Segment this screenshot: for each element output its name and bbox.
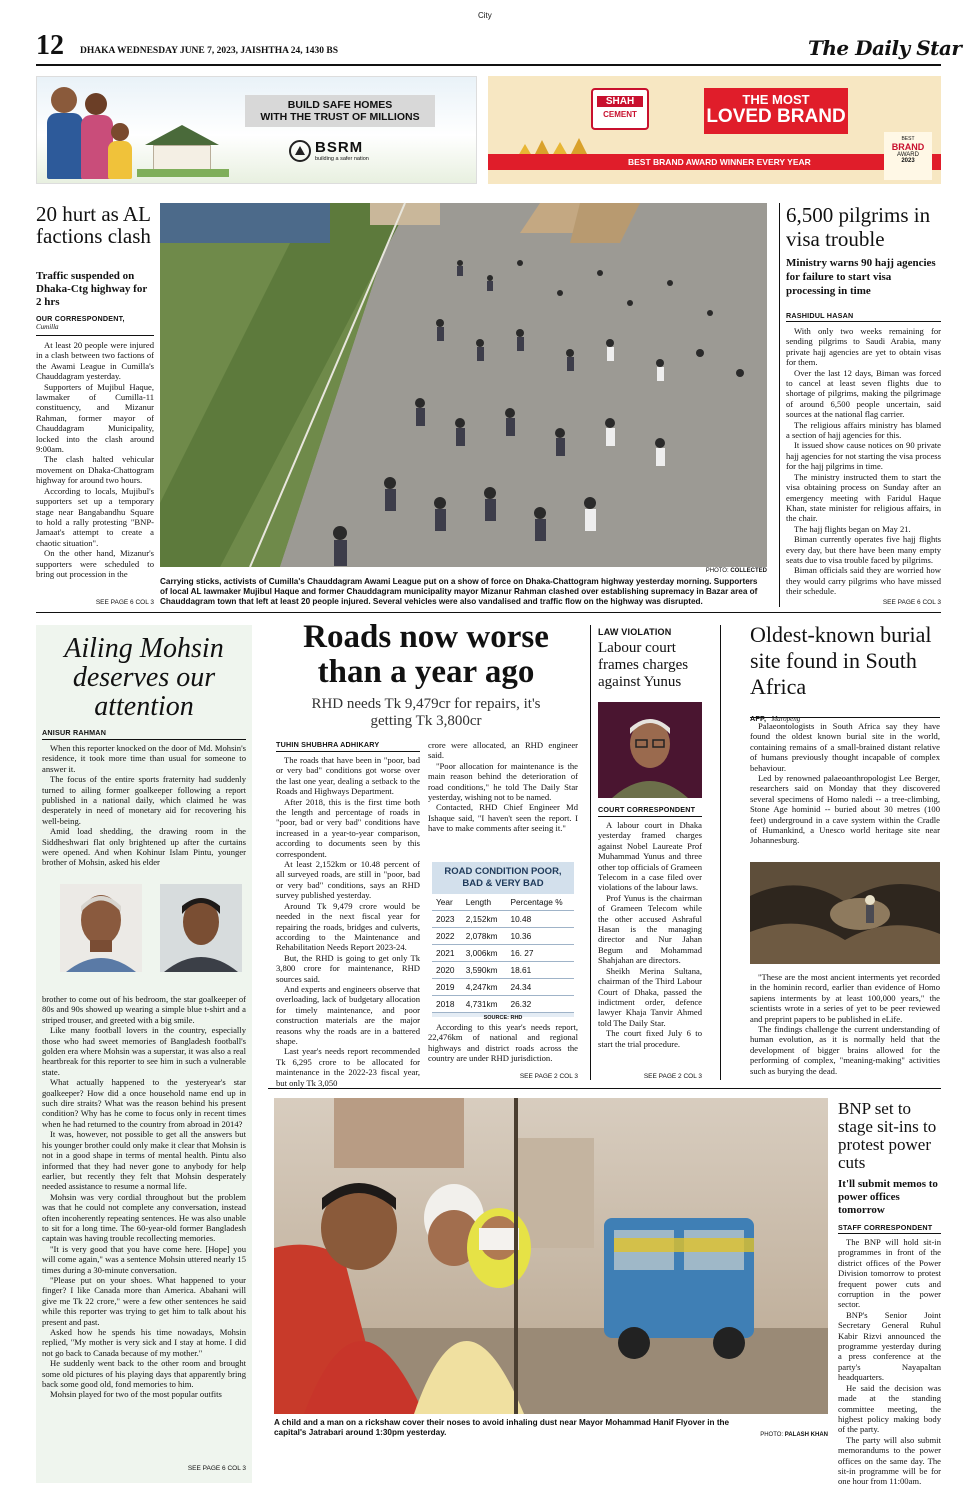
burial-para: Led by renowned palaeoanthropologist Lee Berger, researchers said on Monday that they discovered several specimens of Homo naledi -- a tree-climbing, Stone Age hominid -- buried about 30 metres (100 feet) underground in a cave system within the Cradle of Humankind, a Unesco world heritage site near Johannesburg. <box>750 773 940 846</box>
badge-mid: BRAND <box>891 142 925 152</box>
road-table-cell: 2022 <box>432 928 462 945</box>
clash-photo-credit <box>690 568 767 574</box>
road-table-cell: 10.48 <box>506 911 574 928</box>
road-table-cell: 4,247km <box>462 979 507 996</box>
pilgrims-see-page: SEE PAGE 6 COL 3 <box>882 599 941 606</box>
road-table-cell: 4,731km <box>462 996 507 1013</box>
yunus-byline: COURT CORRESPONDENT <box>598 805 696 814</box>
mohsin-para: Mohsin was very cordial throughout but the problem was that he could not complete any conversation, instead often incoherently repeating sentences. He was also unable to sit for a long time. The 60-year-old former Bangladesh captain was having trouble recollecting memories. <box>42 1191 246 1244</box>
road-condition-table <box>432 894 574 1013</box>
road-table-cell: 24.34 <box>506 979 574 996</box>
yunus-column-rule-left <box>590 625 591 1080</box>
road-table-source: SOURCE: RHD <box>483 1015 523 1021</box>
bnp-para: He said the decision was made at the standing committee meeting, the highest policy making body of the party. <box>838 1382 941 1435</box>
pilgrims-para: The hajj flights began on May 21. <box>794 523 911 534</box>
mohsin-young-image <box>160 884 242 972</box>
yunus-byline-rule <box>598 816 702 817</box>
mohsin-para: Mohsin played for two of the most popular outfits <box>50 1389 222 1400</box>
brand-award-badge <box>884 132 932 180</box>
paper-logo: The Daily Star <box>808 36 962 60</box>
highway-clash-image <box>160 203 767 567</box>
road-table-cell: 10.36 <box>506 928 574 945</box>
dust-scene-image <box>274 1098 828 1414</box>
clash-credit-name: COLLECTED <box>730 568 767 574</box>
mohsin-photo-now <box>60 884 142 972</box>
roads-para: After 2018, this is the first time both the length and percentage of roads in "poor, bad or very bad" conditions have increased in a year-to-year comparison, according to documents seen by this correspondent. <box>276 796 420 859</box>
bnp-headline: BNP set to stage sit-ins to protest power cuts <box>838 1099 937 1172</box>
pilgrims-column-rule <box>779 203 780 607</box>
road-table-cell: 3,590km <box>462 962 507 979</box>
mohsin-para: It was, however, not possible to get all the answers but his younger brother could only make it clear that Mohsin is not in a good shape in terms of mental health. Pintu also informed that they had never gone to anybody for help earlier, but recently they felt that Mohsin desperately needed assistance to resume a normal life. <box>42 1129 246 1192</box>
road-table-header: Year <box>432 894 462 911</box>
clash-see-page: SEE PAGE 6 COL 3 <box>95 599 154 606</box>
bsrm-logo-icon <box>289 140 311 162</box>
road-table-cell: 16. 27 <box>506 945 574 962</box>
clash-para: The clash halted vehicular movement on Dhaka-Chattogram highway for around two hours. <box>36 454 154 486</box>
shah-headline2: LOVED BRAND <box>706 106 846 127</box>
highway-clash-photo <box>160 203 767 567</box>
yunus-body <box>598 820 702 1068</box>
bnp-para: BNP's Senior Joint Secretary General Ruhul Kabir Rizvi announced the programme yesterday during a press conference at the party's Nayapaltan headquarters. <box>838 1309 941 1383</box>
road-table-row <box>432 928 574 945</box>
road-table-cell: 2,152km <box>462 911 507 928</box>
masthead-rule <box>36 64 941 66</box>
bsrm-brand: BSRM <box>315 139 364 156</box>
mohsin-portrait-image <box>60 884 142 972</box>
road-condition-table-box <box>432 862 574 1021</box>
burial-byline-rule <box>750 717 940 718</box>
mohsin-para: He suddenly went back to the other room and brought some old pictures of his playing days that apparently bring back some good old, fond memories to him. <box>42 1358 246 1390</box>
road-table-row <box>432 911 574 928</box>
yunus-para: Sheikh Merina Sultana, chairman of the Third Labour Court of Dhaka, passed the indictment order, defence lawyer Khaja Tanvir Ahmed told The Daily Star. <box>598 965 702 1028</box>
shah-headline1: THE MOST <box>742 92 810 107</box>
clash-byline: OUR CORRESPONDENT, <box>36 314 125 323</box>
roads-byline-rule <box>276 751 420 752</box>
road-table-row <box>432 979 574 996</box>
mohsin-photo-young <box>160 884 242 972</box>
pilgrims-body <box>786 326 941 598</box>
road-table-title-line1: ROAD CONDITION POOR, <box>444 866 562 877</box>
pilgrims-headline: 6,500 pilgrims in visa trouble <box>786 203 931 251</box>
clash-body <box>36 340 154 595</box>
shah-headline-box <box>704 88 848 134</box>
clash-byline-rule <box>36 335 154 336</box>
road-table-header: Percentage % <box>506 894 574 911</box>
pilgrims-byline: RASHIDUL HASAN <box>786 311 854 320</box>
pilgrims-subhead: Ministry warns 90 hajj agencies for failure to start visa processing in time <box>786 257 936 297</box>
yunus-column-rule-right <box>720 625 721 1080</box>
road-table-cell: 2021 <box>432 945 462 962</box>
clash-location: Cumilla <box>36 323 59 331</box>
road-table-cell: 18.61 <box>506 962 574 979</box>
yunus-para: Prof Yunus is the chairman of Grameen Telecom while the other accused Ashraful Hasan is the managing director and Nur Jahan Begum and Mohammad Shahjahan are directors. <box>598 892 702 966</box>
road-table-row <box>432 945 574 962</box>
burial-para: "These are the most ancient interments yet recorded in the hominin record, earlier than evidence of Homo sapiens interments by at least 100,000 years," the scientists wrote in a series of yet to be peer reviewed and preprint papers to be published in eLife. <box>750 972 940 1024</box>
bnp-para: The party will also submit memorandums to the power offices on the same day. The sit-in programme will be for one hour from 11:00am. <box>838 1434 941 1487</box>
roads-para: But, the RHD is going to get only Tk 3,800 crore for maintenance, RHD sources said. <box>276 952 420 984</box>
badge-top: BEST <box>901 136 915 142</box>
dust-credit-label: PHOTO: <box>760 1432 784 1438</box>
burial-headline: Oldest-known burial site found in South Africa <box>750 622 932 699</box>
pilgrims-para: Over the last 12 days, Biman was forced to cancel at least seven flights due to shortage of pilgrims, making the pilgrimage of around 6,500 people uncertain, said sources at the national flag carrier. <box>786 367 941 420</box>
mohsin-para: The focus of the entire sports fraternity had suddenly turned to ailing former goalkeeper following a report published in a national daily, which claimed he was desperately in need of monetary aid for recovering his well-being. <box>42 774 246 826</box>
bnp-para: The BNP will hold sit-in programmes in front of the district offices of the Power Division tomorrow to protest frequent power cuts and corruption in the power sector. <box>838 1237 941 1310</box>
roads-col2-top <box>428 740 578 860</box>
roads-byline: TUHIN SHUBHRA ADHIKARY <box>276 740 380 749</box>
roads-para: Contacted, RHD Chief Engineer Md Ishaque said, "I haven't seen the report. I have to make comments after seeing it." <box>428 802 578 834</box>
yunus-para: A labour court in Dhaka yesterday framed charges against Nobel Laureate Prof Muhammad Yunus and three other top officials of Grameen Telecom in a case filed over violations of the labour laws. <box>598 820 702 893</box>
dust-caption: A child and a man on a rickshaw cover their noses to avoid inhaling dust near Mayor Mohammad Hanif Flyover in the capital's Jatrabari around 1:30pm yesterday. <box>274 1418 730 1437</box>
ad-family-figure <box>45 83 141 179</box>
mohsin-para: When this reporter knocked on the door of Md. Mohsin's residence, it took more time than usual for someone to answer it. <box>42 743 246 774</box>
clash-headline: 20 hurt as AL factions clash <box>36 202 151 248</box>
clash-para: Supporters of Mujibul Haque, lawmaker of Cumilla-11 constituency, and Mizanur Rahman, former mayor of Chauddagram Municipality, locked into the clash around 9:00am. <box>36 381 154 455</box>
road-table-title-line2: BAD & VERY BAD <box>462 878 544 889</box>
shah-cement-ad <box>488 76 941 184</box>
shah-logo <box>591 88 649 130</box>
pilgrims-para: It issued show cause notices on 90 private hajj agencies for not starting the visa process for the hajj pilgrims in time. <box>786 440 941 472</box>
dateline: DHAKA WEDNESDAY JUNE 7, 2023, JAISHTHA 24, 1430 BS <box>80 46 339 56</box>
yunus-see-page: SEE PAGE 2 COL 3 <box>643 1073 702 1080</box>
roads-para: The roads that have been in "poor, bad or very bad" conditions got worse over the last one year, dealing a setback to the Roads and Highways Department. <box>276 755 420 797</box>
middle-section-rule <box>268 1088 941 1089</box>
mohsin-para: "It is very good that you have come here. [Hope] you will come again," was a sentence Mohsin uttered nearly 15 times during a 30-minute conversation. <box>42 1243 246 1275</box>
badge-year: 2023 <box>901 158 915 164</box>
pilgrims-para: Biman currently operates five hajj flights every day, but there have been many empty seats due to visa trouble faced by pilgrims. <box>786 534 941 565</box>
mohsin-byline-rule <box>42 739 246 740</box>
roads-para: At least 2,152km or 10.48 percent of all surveyed roads, are still in "poor, bad or very bad" conditions, says an RHD survey published yesterday. <box>276 859 420 901</box>
mohsin-para: What actually happened to the yesteryear's star goalkeeper? How did a once household name end up in such dire straits? What was the reason behind his present condition? Why has he come to focus only in recent times when he had returned to the country from abroad in 2014? <box>42 1077 246 1129</box>
yunus-kicker: LAW VIOLATION <box>598 627 672 637</box>
burial-body-top <box>750 721 940 855</box>
roads-headline: Roads now worse than a year ago <box>303 619 549 690</box>
yunus-portrait-image <box>598 702 702 798</box>
clash-para: According to locals, Mujibul's supporters set up a temporary stage near Bangabandhu Square to hold a rally protesting "BNP-Jamaat's attempt to create a chaotic situation". <box>36 485 154 548</box>
bnp-byline-rule <box>838 1233 941 1234</box>
road-table-title <box>432 862 574 894</box>
road-table-cell: 26.32 <box>506 996 574 1013</box>
burial-para: The findings challenge the current understanding of human evolution, as it is normally held that the development of bigger brains allowed for the performing of complex, "meaning-making" activities such as burying the dead. <box>750 1024 940 1076</box>
road-table-cell: 2019 <box>432 979 462 996</box>
roads-subhead: RHD needs Tk 9,479cr for repairs, it's getting Tk 3,800cr <box>311 696 541 729</box>
bnp-byline: STAFF CORRESPONDENT <box>838 1223 933 1232</box>
road-table-cell: 2018 <box>432 996 462 1013</box>
clash-byline-block <box>36 314 154 331</box>
mohsin-byline: ANISUR RAHMAN <box>42 728 107 737</box>
ad-bsrm-line1: BUILD SAFE HOMES <box>287 99 393 111</box>
roads-para: Around Tk 9,479 crore would be needed in the next fiscal year for repairing the roads, bridges and culverts, according to the Maintenance and Rehabilitation Needs Report 2023-24. <box>276 900 420 953</box>
mohsin-para: Like many football lovers in the country, especially those who had sweet memories of Bangladesh football's golden era where Mohsin was a superstar, it was also a real heartbreak for this reporter to see him in such a vulnerable state. <box>42 1025 246 1077</box>
burial-para: Palaeontologists in South Africa say they have found the oldest known burial site in the world, containing remains of a small-brained distant relative of humans previously thought incapable of complex behaviour. <box>750 721 940 773</box>
shah-logo-line2: CEMENT <box>603 110 637 119</box>
page-number: 12 <box>36 30 64 61</box>
shah-subline: BEST BRAND AWARD WINNER EVERY YEAR <box>628 157 811 167</box>
clash-para: At least 20 people were injured in a clash between two factions of the Awami League in Cumilla's Chauddagram yesterday. <box>36 340 154 382</box>
pilgrims-para: With only two weeks remaining for sending pilgrims to Saudi Arabia, many private hajj agencies are yet to obtain visas for them. <box>786 326 941 368</box>
bsrm-tagline: building a safer nation <box>315 156 369 162</box>
pilgrims-para: The ministry instructed them to start the visa obtaining process on Sunday after an emergency meeting with Faridul Haque Khan, state minister for religious affairs, in the chair. <box>786 471 941 524</box>
road-table-row <box>432 962 574 979</box>
burial-location: Maropeng <box>771 715 801 723</box>
bnp-subhead: It'll submit memos to power offices tomorrow <box>838 1178 938 1216</box>
dust-photo-credit <box>700 1432 828 1438</box>
road-table-cell: 2023 <box>432 911 462 928</box>
burial-body-bottom <box>750 972 940 1080</box>
upper-section-rule <box>36 612 941 613</box>
ad-bsrm-headline <box>245 95 435 127</box>
roads-col2-bottom <box>428 1022 578 1068</box>
jatrabari-dust-photo <box>274 1098 828 1414</box>
burial-byline: AFP, <box>750 714 767 723</box>
mohsin-para: Asked how he spends his time nowadays, Mohsin replied, "My mother is very sick and I stay at home. I did not go back to Canada because of my mother." <box>42 1327 246 1358</box>
roads-para: And experts and engineers observe that overloading, lack of budgetary allocation for timely maintenance, and poor construction materials are the major reasons why the roads are in a battered shape. <box>276 983 420 1046</box>
clash-credit-label: PHOTO: <box>705 568 729 574</box>
mohsin-para: Amid load shedding, the drawing room in the Siddheshwari flat only brightened up after the curtains were opened. And when Kohinur Islam Pintu, younger brother of Mohsin, asked his elder <box>42 826 246 868</box>
roads-para: Last year's needs report recommended Tk 6,295 crore to be allocated for maintenance in the 2022-23 fiscal year, but only Tk 3,050 <box>276 1046 420 1088</box>
clash-subhead: Traffic suspended on Dhaka-Ctg highway for 2 hrs <box>36 270 148 308</box>
badge-bottom: AWARD <box>897 152 919 158</box>
mohsin-headline: Ailing Mohsin deserves our attention <box>64 633 224 722</box>
roads-para: "Poor allocation for maintenance is the main reason behind the deterioration of road conditions," he told The Daily Star yesterday, wishing not to be named. <box>428 760 578 803</box>
cave-image <box>750 862 940 964</box>
dust-credit-name: PALASH KHAN <box>784 1432 828 1438</box>
roads-para: crore were allocated, an RHD engineer said. <box>428 740 578 761</box>
road-table-header: Length <box>462 894 507 911</box>
yunus-headline: Labour court frames charges against Yunus <box>598 640 689 690</box>
yunus-photo <box>598 702 702 798</box>
bnp-body <box>838 1237 941 1487</box>
roads-col1 <box>276 755 420 1088</box>
clash-para: On the other hand, Mizanur's supporters were scheduled to bring out procession in the <box>36 548 154 579</box>
bsrm-ad <box>36 76 477 184</box>
road-table-cell: 2,078km <box>462 928 507 945</box>
section-label: City <box>478 11 492 20</box>
pilgrims-para: Biman officials said they are worried how they would carry pilgrims who have missed their schedule. <box>786 565 941 597</box>
shah-logo-line1: SHAH <box>597 96 643 107</box>
mohsin-para: brother to come out of his bedroom, the star goalkeeper of 80s and 90s showed up wearing a simple blue t-shirt and a striped trouser, and greeted with a big smile. <box>42 994 246 1025</box>
ad-bsrm-line2: WITH THE TRUST OF MILLIONS <box>260 111 420 123</box>
cave-photo <box>750 862 940 964</box>
pilgrims-para: The religious affairs ministry has blamed a section of hajj agencies for this. <box>786 419 941 441</box>
ad-house-figure <box>145 125 219 177</box>
road-table-cell: 2020 <box>432 962 462 979</box>
mohsin-body-top <box>42 743 246 881</box>
mohsin-see-page: SEE PAGE 6 COL 3 <box>187 1465 246 1472</box>
roads-para: According to this year's needs report, 22,476km of national and regional highways and district roads across the country are under RHD jurisdiction. <box>428 1022 578 1064</box>
mohsin-para: "Please put on your shoes. What happened to your finger? I like Canada more than America. Abahani will give me Tk 22 crore," were a few other sentences he said while this reporter was trying to get him to talk about his present and past. <box>42 1274 246 1327</box>
road-table-cell: 3,006km <box>462 945 507 962</box>
pilgrims-byline-rule <box>786 321 941 322</box>
yunus-para: The court fixed July 6 to start the trial procedure. <box>598 1028 702 1049</box>
roads-see-page: SEE PAGE 2 COL 3 <box>519 1073 578 1080</box>
road-table-row <box>432 996 574 1013</box>
clash-caption: Carrying sticks, activists of Cumilla's Chauddagram Awami League put on a show of force on Dhaka-Chattogram highway yesterday morning. Supporters of local AL lawmaker Mujibul Haque and former Chauddagram municipality mayor Mizanur Rahman clashed over establishing supremacy in Bazar area of Chauddagram town that left at least 20 people injured. Several vehicles were also vandalised and traffic flow on the highway was disrupted. <box>160 577 758 606</box>
mohsin-body-bottom <box>42 994 246 1456</box>
bsrm-logo <box>289 139 369 162</box>
